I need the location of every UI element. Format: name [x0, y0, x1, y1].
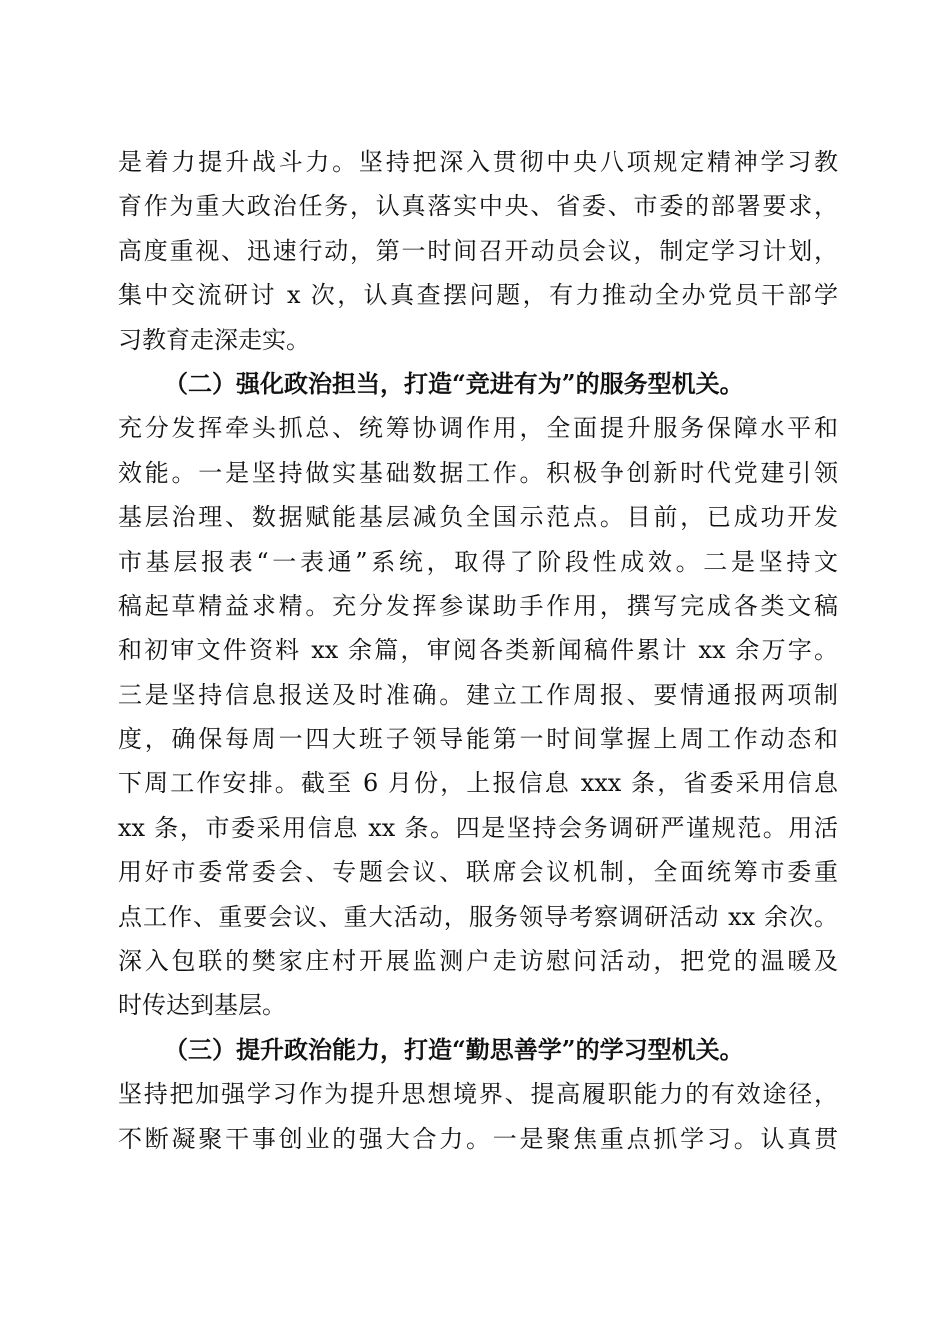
text-line: 和初审文件资料 xx 余篇，审阅各类新闻稿件累计 xx 余万字。 — [118, 636, 838, 665]
text-line: 习教育走深走实。 — [118, 325, 310, 354]
text-line: 稿起草精益求精。充分发挥参谋助手作用，撰写完成各类文稿 — [118, 591, 838, 620]
text-line: 高度重视、迅速行动，第一时间召开动员会议，制定学习计划， — [118, 236, 838, 265]
text-line: 度，确保每周一四大班子领导能第一时间掌握上周工作动态和 — [118, 725, 838, 754]
text-line: 深入包联的樊家庄村开展监测户走访慰问活动，把党的温暖及 — [118, 947, 838, 976]
text-line: xx 条，市委采用信息 xx 条。四是坚持会务调研严谨规范。用活 — [118, 813, 838, 842]
text-line: 不断凝聚干事创业的强大合力。一是聚焦重点抓学习。认真贯 — [118, 1124, 838, 1153]
text-line: 是着力提升战斗力。坚持把深入贯彻中央八项规定精神学习教 — [118, 148, 838, 176]
text-line: 三是坚持信息报送及时准确。建立工作周报、要情通报两项制 — [118, 680, 838, 709]
text-line: 下周工作安排。截至 6 月份，上报信息 xxx 条，省委采用信息 — [118, 769, 838, 798]
text-line: 市基层报表“一表通”系统，取得了阶段性成效。二是坚持文 — [118, 547, 838, 576]
document-body — [118, 140, 838, 1161]
text-line: 时传达到基层。 — [118, 991, 286, 1020]
text-line: 充分发挥牵头抓总、统筹协调作用，全面提升服务保障水平和 — [118, 414, 838, 443]
text-line: 点工作、重要会议、重大活动，服务领导考察调研活动 xx 余次。 — [118, 902, 838, 931]
section-heading: （二）强化政治担当，打造“竞进有为”的服务型机关。 — [164, 368, 744, 398]
text-line: 基层治理、数据赋能基层减负全国示范点。目前，已成功开发 — [118, 503, 838, 532]
text-line: 集中交流研讨 x 次，认真查摆问题，有力推动全办党员干部学 — [118, 281, 838, 310]
text-line: 效能。一是坚持做实基础数据工作。积极争创新时代党建引领 — [118, 458, 838, 487]
section-heading: （三）提升政治能力，打造“勤思善学”的学习型机关。 — [164, 1034, 744, 1064]
text-line: 用好市委常委会、专题会议、联席会议机制，全面统筹市委重 — [118, 858, 838, 887]
text-line: 坚持把加强学习作为提升思想境界、提高履职能力的有效途径， — [118, 1080, 838, 1109]
text-line: 育作为重大政治任务，认真落实中央、省委、市委的部署要求， — [118, 192, 838, 221]
